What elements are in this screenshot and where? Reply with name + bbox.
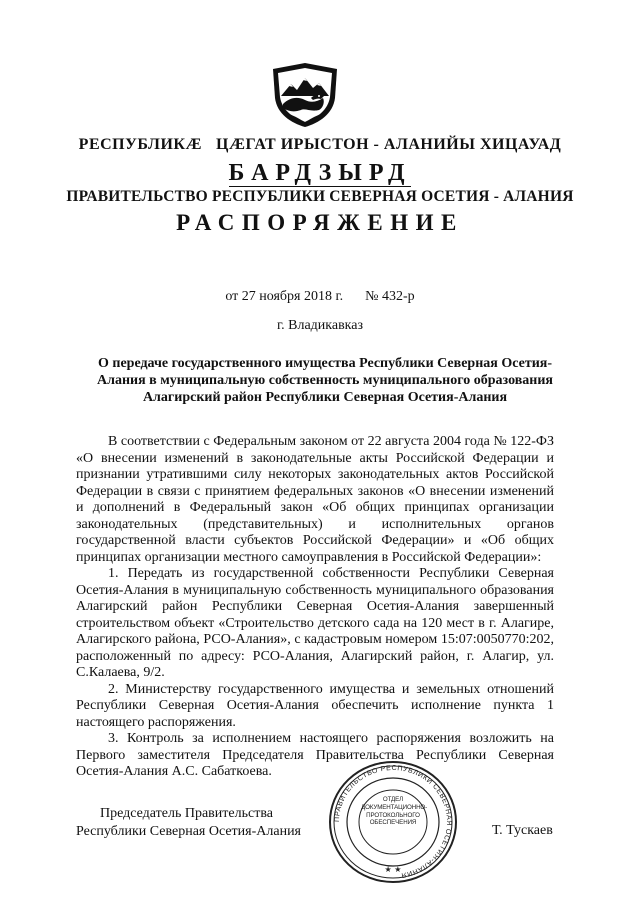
header-bilingual-line — [0, 136, 640, 154]
document-subject: О передаче государственного имущества Республики Северная Осетия-Алания в муниципальную собственность муниципального образования Алагирский район Республики Северная Осетия-Алания — [96, 356, 554, 405]
stamp-ring-text: ПРАВИТЕЛЬСТВО РЕСПУБЛИКИ СЕВЕРНАЯ ОСЕТИЯ-АЛАНИЯ — [333, 764, 453, 879]
header-order-ossetian-text: БАРДЗЫРД — [228, 160, 412, 186]
document-city: г. Владикавказ — [276, 318, 364, 333]
stamp-center-line1: ОТДЕЛ — [382, 796, 404, 803]
document-type-title: РАСПОРЯЖЕНИЕ — [176, 210, 464, 235]
official-seal-stamp — [327, 760, 459, 884]
body-item-3: 3. Контроль за исполнением настоящего распоряжения возложить на Первого заместителя Председателя Правительства Республики Северная Осетия-Алания А.С. Сабаткоева. — [76, 731, 554, 779]
signatory-title — [76, 805, 301, 841]
body-item-1: 1. Передать из государственной собственности Республики Северная Осетия-Алания в муниципальную собственность муниципального образования Алагирский район Республики Северная Осетия-Алания завершенный строительством объект «Строительство детского сада на 120 мест в г. Алагире, Алагирского района, РСО-Алания», с кадастровым номером 15:07:0050770:202, расположенный по адресу: РСО-Алания, Алагирский район, г. Алагир, ул. С.Калаева, 9/2. — [76, 566, 554, 680]
stamp-center-text — [361, 796, 428, 827]
header-government-ossetian: ЦӔГАТ ИРЫСТОН - АЛАНИЙЫ ХИЦАУАД — [216, 136, 562, 153]
body-item-2: 2. Министерству государственного имущества и земельных отношений Республики Северная Осетия-Алания обеспечить исполнение пункта 1 настоящего распоряжения. — [76, 681, 554, 730]
stamp-center-line4: ОБЕСПЕЧЕНИЯ — [369, 819, 417, 827]
body-intro-paragraph: В соответствии с Федеральным законом от 22 августа 2004 года № 122-ФЗ «О внесении изменений в законодательные акты Российской Федерации и признании утратившими силу некоторых законодательных актов Российской Федерации в связи с принятием федеральных законов «О внесении изменений и дополнений в Федеральный закон «Об общих принципах организации законодательных (представительных) и исполнительных органов государственной власти субъектов Российской Федерации» и «Об общих принципах организации местного самоуправления в Российской Федерации»: — [76, 434, 554, 565]
signatory-title-line2: Республики Северная Осетия-Алания — [76, 824, 301, 839]
document-date: от 27 ноября 2018 г. — [225, 289, 344, 304]
date-number-line — [0, 289, 640, 305]
document-number: № 432-р — [365, 289, 415, 304]
header-order-ossetian — [0, 160, 640, 187]
header-republic-word: РЕСПУБЛИКӔ — [78, 136, 203, 153]
stamp-center-line2: ДОКУМЕНТАЦИОННО- — [361, 803, 428, 811]
signatory-title-line1: Председатель Правительства — [100, 806, 273, 821]
signatory-name: Т. Тускаев — [492, 823, 553, 838]
svg-text:★ ★: ★ ★ — [384, 865, 402, 874]
header-government-russian: ПРАВИТЕЛЬСТВО РЕСПУБЛИКИ СЕВЕРНАЯ ОСЕТИЯ - АЛАНИЯ — [66, 188, 574, 205]
stamp-center-line3: ПРОТОКОЛЬНОГО — [366, 811, 420, 819]
document-body — [76, 434, 554, 781]
coat-of-arms-emblem — [271, 62, 339, 128]
